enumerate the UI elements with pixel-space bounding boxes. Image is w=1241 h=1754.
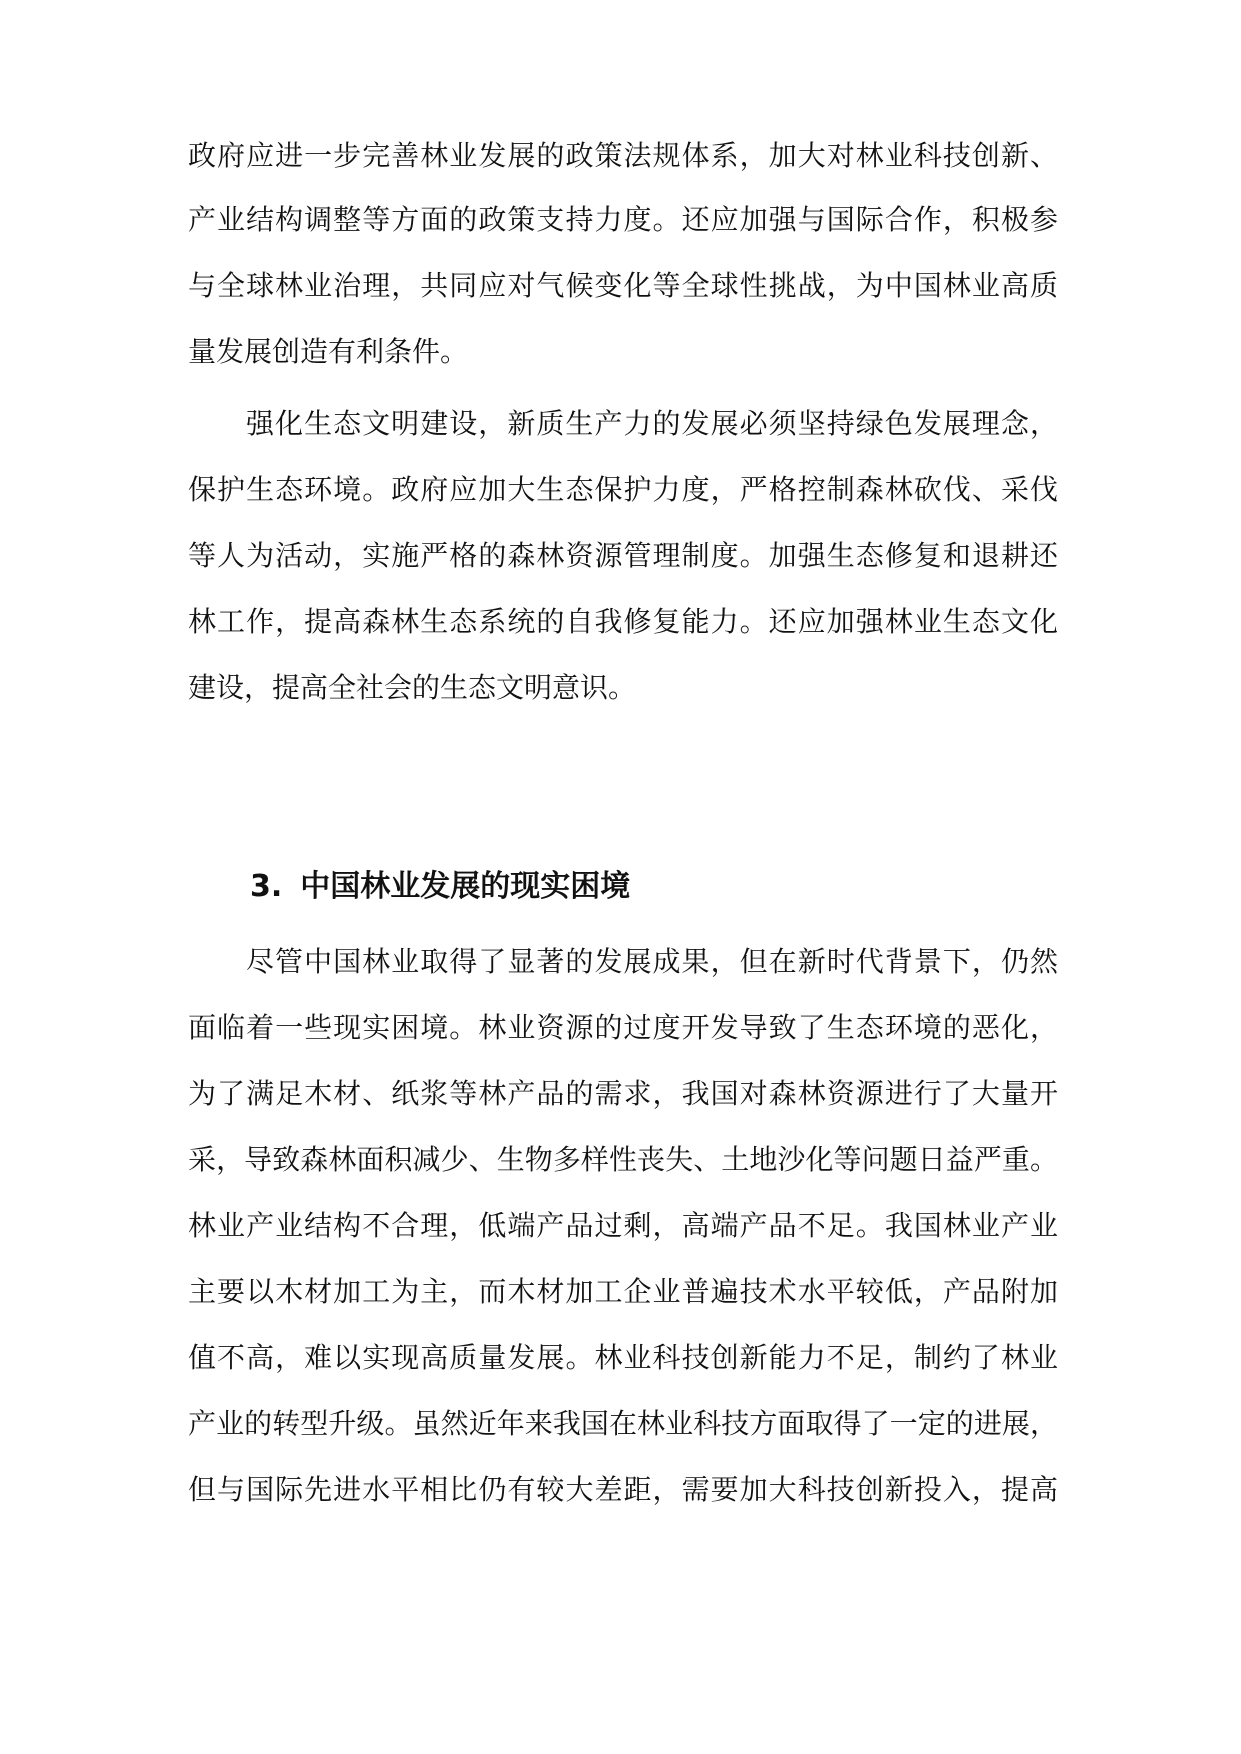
paragraph-2-line-3: 等人为活动，实施严格的森林资源管理制度。加强生态修复和退耕还	[188, 539, 1058, 572]
paragraph-1-line-1: 政府应进一步完善林业发展的政策法规体系，加大对林业科技创新、	[188, 139, 1058, 172]
paragraph-3-line-6: 主要以木材加工为主，而木材加工企业普遍技术水平较低，产品附加	[188, 1275, 1058, 1308]
paragraph-3-line-7: 值不高，难以实现高质量发展。林业科技创新能力不足，制约了林业	[188, 1341, 1058, 1374]
paragraph-3-line-8: 产业的转型升级。虽然近年来我国在林业科技方面取得了一定的进展，	[188, 1407, 1058, 1440]
paragraph-2-line-1: 强化生态文明建设，新质生产力的发展必须坚持绿色发展理念，	[246, 407, 1058, 440]
section-heading-title: 中国林业发展的现实困境	[300, 869, 631, 904]
section-heading	[250, 867, 630, 907]
paragraph-3-line-4: 采，导致森林面积减少、生物多样性丧失、土地沙化等问题日益严重。	[188, 1143, 1058, 1176]
paragraph-3-line-3: 为了满足木材、纸浆等林产品的需求，我国对森林资源进行了大量开	[188, 1077, 1058, 1110]
paragraph-3-line-5: 林业产业结构不合理，低端产品过剩，高端产品不足。我国林业产业	[188, 1209, 1058, 1242]
paragraph-2-line-2: 保护生态环境。政府应加大生态保护力度，严格控制森林砍伐、采伐	[188, 473, 1058, 506]
paragraph-3-line-9: 但与国际先进水平相比仍有较大差距，需要加大科技创新投入，提高	[188, 1473, 1058, 1506]
paragraph-3-line-1: 尽管中国林业取得了显著的发展成果，但在新时代背景下，仍然	[246, 945, 1058, 978]
paragraph-3-line-2: 面临着一些现实困境。林业资源的过度开发导致了生态环境的恶化，	[188, 1011, 1058, 1044]
paragraph-2-line-4: 林工作，提高森林生态系统的自我修复能力。还应加强林业生态文化	[188, 605, 1058, 638]
section-heading-number: 3.	[250, 869, 283, 904]
paragraph-2-line-5: 建设，提高全社会的生态文明意识。	[188, 671, 637, 704]
paragraph-1-line-2: 产业结构调整等方面的政策支持力度。还应加强与国际合作，积极参	[188, 203, 1058, 236]
paragraph-1-line-4: 量发展创造有利条件。	[188, 335, 469, 368]
paragraph-1-line-3: 与全球林业治理，共同应对气候变化等全球性挑战，为中国林业高质	[188, 269, 1058, 302]
